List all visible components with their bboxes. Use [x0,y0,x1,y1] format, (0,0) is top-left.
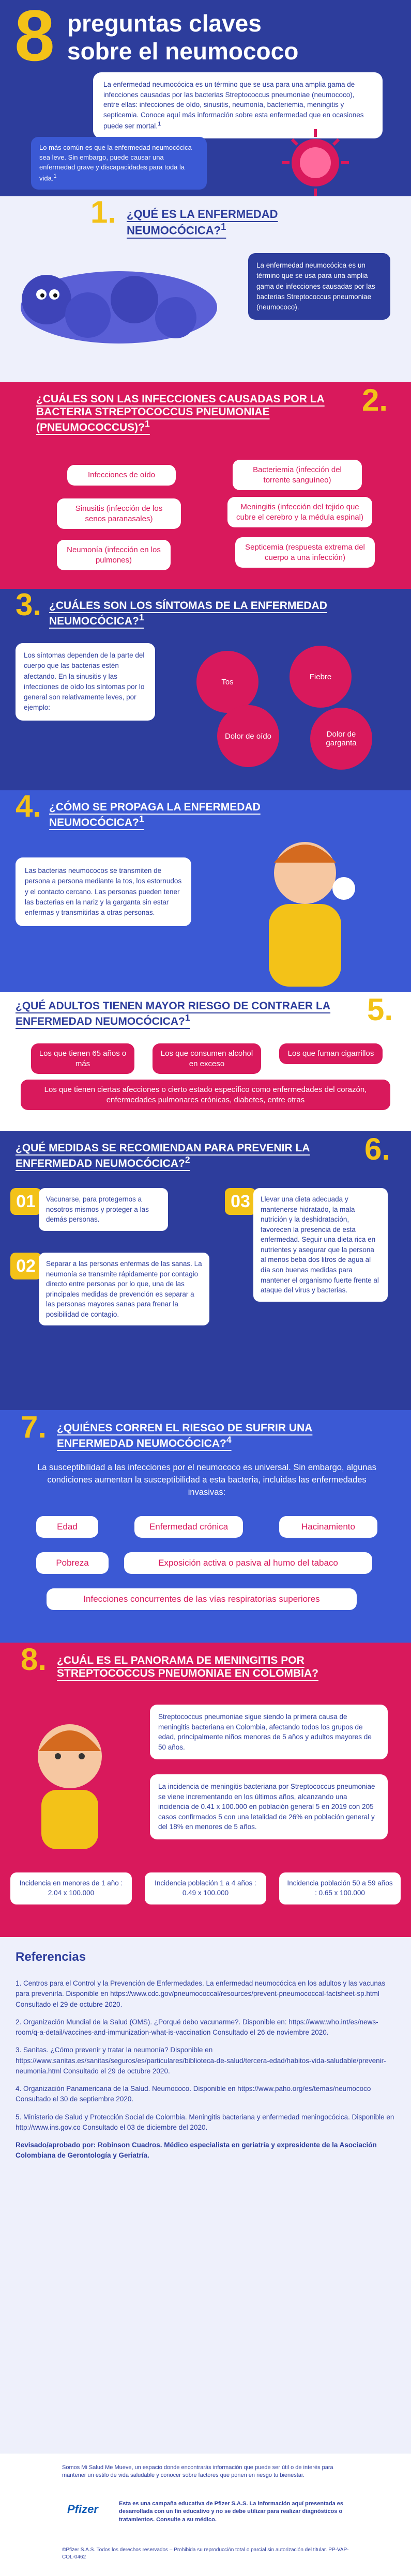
virus-illustration-icon [269,124,362,196]
q2-item: Infecciones de oído [67,465,176,486]
header-section [0,0,411,196]
q3-title: ¿CUÁLES SON LOS SÍNTOMAS DE LA ENFERMEDAD NEUMOCÓCICA?$^1$ [49,600,327,628]
q8-stat: Incidencia población 50 a 59 años : 0.65 x 100.000 [279,1872,401,1904]
q5-item: Los que tienen 65 años o más [31,1043,134,1074]
q7-section [0,1410,411,1643]
q8-title: ¿CUÁL ES EL PANORAMA DE MENINGITIS POR STREPTOCOCCUS PNEUMONIAE EN COLOMBIA? [57,1654,318,1680]
footer-line1: Somos Mi Salud Me Mueve, un espacio donde encontrarás información que puede ser útil o de interés para mantener un estilo de vida saludable y conocer sobre factores que ponen en riesgo tu bienestar. [62,2464,333,2479]
q8-stat: Incidencia población 1 a 4 años : 0.49 x 100.000 [145,1872,266,1904]
q1-card [248,253,390,320]
intro-ref: 1 [158,121,161,128]
reference-item: 2. Organización Mundial de la Salud (OMS). ¿Porqué debo vacunarme?. Disponible en: https://www.who.int/es/news-room/q-a-detail/vaccines-and-immunization-what-is-vaccination Consultado el 26 de noviembre 2020. [16,2018,378,2036]
q1-title: ¿QUÉ ES LA ENFERMEDAD NEUMOCÓCICA?$^1$ [127,208,278,237]
q8-section [0,1643,411,1937]
q3-text: Los síntomas dependen de la parte del cuerpo que las bacterias estén afectando. En la sinusitis y las infecciones de oído los síntomas por lo general son relativamente leves, por ejemplo: [24,651,145,712]
q7-text: La susceptibilidad a las infecciones por el neumococo es universal. Sin embargo, algunas condiciones aumentan la susceptibilidad a esta bacteria, incluidas las enfermedades invasivas: [37,1463,376,1497]
q7-number: 7. [21,1410,47,1444]
reference-item: 1. Centros para el Control y la Prevención de Enfermedades. La enfermedad neumocócica en los adultos y las vacunas para prevenirla. Disponible en https://www.cdc.gov/pneumococcal/resources/prevent-pneumococcal-factsheet-sp.html Consultado el 29 de octubre 2020. [16,1979,386,2008]
q1-text: La enfermedad neumocócica es un término que se usa para una amplia gama de infecciones causadas por las bacterias Streptococcus pneumoniae (neumococo). [256,261,375,311]
q8-stat: Incidencia en menores de 1 año : 2.04 x 100.000 [10,1872,132,1904]
m2-num: 02 [10,1253,41,1279]
symptom-circle: Fiebre [290,646,352,708]
q5-item: Los que fuman cigarrillos [279,1043,383,1064]
footer-section [0,2454,411,2576]
intro-text: La enfermedad neumocócica es un término que se usa para una amplia gama de infecciones causadas por las bacterias Streptococcus pneumoniae (neumococo), entre ellas: infecciones de oído, sinusitis, neumonía, bacteriemia, meningitis y septicemia. Conoce aquí más información sobre esta enfermedad que en ocasiones puede ser mortal. [103,81,364,130]
q7-item: Infecciones concurrentes de las vías respiratorias superiores [47,1588,357,1610]
sneezing-person-icon [227,816,383,987]
q5-section [0,992,411,1131]
note-text: Lo más común es que la enfermedad neumocócica sea leve. Sin embargo, puede causar una enfermedad grave y discapacidades para toda la vida. [39,144,192,182]
pfizer-logo: Pfizer [67,2503,98,2516]
symptom-circle: Tos [196,651,258,713]
footer-line2: Esta es una campaña educativa de Pfizer S.A.S. La información aquí presentada es desarrollada con un fin educativo y no se debe utilizar para realizar diagnósticos o tratamientos. Consulte a su médico. [119,2501,344,2523]
q4-text: Las bacterias neumococos se transmiten de persona a persona mediante la tos, los estornudos y el contacto cercano. Las personas pueden tener las bacterias en la nariz y la garganta sin estar enfermas y transmitirlas a otras personas. [25,867,182,916]
q1-section [0,196,411,382]
q5-item: Los que consumen alcohol en exceso [153,1043,261,1074]
m3-card: Llevar una dieta adecuada y mantenerse hidratado, la mala nutrición y la deshidratación, favorecen la presencia de esta enfermedad. Seguir una dieta rica en nutrientes y asegurar que la persona al menos beba dos litros de agua al día son buenas medidas para mantener el organismo fuerte frente al ataque del virus y bacterias. [253,1188,388,1302]
references-list [16,1978,395,2168]
q7-item: Edad [36,1516,98,1538]
q2-item: Neumonía (infección en los pulmones) [57,540,171,570]
q8-p1: Streptococcus pneumoniae sigue siendo la primera causa de meningitis bacteriana en Colombia, afectando todos los grupos de edad, principalmente niños menores de 5 años y adultos mayores de 50 años. [150,1705,388,1759]
q8-p2: La incidencia de meningitis bacteriana por Streptococcus pneumoniae se viene incrementando en los últimos años, alcanzando una incidencia de 0.41 x 100.000 en población general 5 en 2019 con 205 casos confirmados 5 con una letalidad de 26% en población general y del 18% en menores de 5 años. [150,1774,388,1839]
q7-item: Pobreza [36,1552,109,1574]
q7-item: Hacinamiento [279,1516,377,1538]
q4-title: ¿CÓMO SE PROPAGA LA ENFERMEDAD NEUMOCÓCICA?$^1$ [49,801,261,829]
footer-legal: ©Pfizer S.A.S. Todos los derechos reservados – Prohibida su reproducción total o parcial sin autorización del titular. PP-VAP-COL-0462 [62,2547,349,2560]
q4-section [0,790,411,992]
reference-item: 3. Sanitas. ¿Cómo prevenir y tratar la neumonía? Disponible en https://www.sanitas.es/sanitas/seguros/es/particulares/biblioteca-de-salud/tercera-edad/habitos-vida-saludable/prevenir-neumonia.html Consultado el 29 de octubre 2020. [16,2046,386,2075]
q7-item: Enfermedad crónica [134,1516,243,1538]
m3-num: 03 [225,1188,256,1215]
q6-title: ¿QUÉ MEDIDAS SE RECOMIENDAN PARA PREVENIR LA ENFERMEDAD NEUMOCÓCICA?$^2$ [16,1142,310,1170]
header-number: 8 [14,0,55,76]
q2-number: 2. [362,383,388,417]
q3-card [16,643,155,721]
note-ref: 1 [53,173,57,179]
q4-card [16,857,191,926]
references-title: Referencias [16,1950,86,1964]
m1-num: 01 [10,1188,41,1215]
q2-item: Sinusitis (infección de los senos paranasales) [57,498,181,529]
q1-number: 1. [90,196,117,229]
note-card [31,137,207,190]
reference-item: Revisado/aprobado por: Robinson Cuadros. Médico especialista en geriatría y expresidente de la Asociación Colombiana de Gerontología y Geriatría. [16,2141,377,2160]
reference-item: 4. Organización Panamericana de la Salud. Neumococo. Disponible en https://www.paho.org/es/temas/neumococo Consultado el 30 de septiembre 2020. [16,2085,371,2103]
q2-item: Meningitis (infección del tejido que cubre el cerebro y la médula espinal) [227,497,372,527]
q4-number: 4. [16,790,42,823]
q8-number: 8. [21,1643,47,1677]
q2-item: Bacteriemia (infección del torrente sanguíneo) [233,460,362,490]
child-illustration-icon [10,1705,129,1849]
symptom-circle: Dolor de oído [217,705,279,767]
references-section [0,1937,411,2454]
q3-number: 3. [16,589,42,622]
bacteria-illustration-icon [10,238,227,377]
q5-number: 5. [367,992,393,1027]
header-title-line1: preguntas claves [67,10,262,37]
q2-item: Septicemia (respuesta extrema del cuerpo a una infección) [235,537,375,568]
q2-section [0,382,411,589]
q6-section [0,1131,411,1410]
symptom-circle: Dolor de garganta [310,708,372,770]
m2-card: Separar a las personas enfermas de las sanas. La neumonía se transmite rápidamente por contagio directo entre personas por lo que, una de las principales medidas de prevención es separar a las personas mayores sanas para frenar la posibilidad de contagio. [39,1253,209,1325]
reference-item: 5. Ministerio de Salud y Protección Social de Colombia. Meningitis bacteriana y enfermedad meningocócica. Disponible en http://www.ins.gov.co Consultado el 03 de diciembre del 2020. [16,2113,394,2131]
m1-card: Vacunarse, para protegernos a nosotros mismos y proteger a las demás personas. [39,1188,168,1231]
q7-title: ¿QUIÉNES CORREN EL RIESGO DE SUFRIR UNA ENFERMEDAD NEUMOCÓCICA?$^4$ [57,1422,313,1450]
q7-item: Exposición activa o pasiva al humo del tabaco [124,1552,372,1574]
q6-number: 6. [364,1132,391,1166]
header-title-line2: sobre el neumococo [67,38,299,65]
q5-wide: Los que tienen ciertas afecciones o cierto estado específico como enfermedades del corazón, enfermedades pulmonares crónicas, diabetes, entre otras [21,1080,390,1110]
q5-title: ¿QUÉ ADULTOS TIENEN MAYOR RIESGO DE CONTRAER LA ENFERMEDAD NEUMOCÓCICA?$^1$ [16,1000,331,1028]
q2-title: ¿CUÁLES SON LAS INFECCIONES CAUSADAS POR LA BACTERIA STREPTOCOCCUS PNEUMONIAE (PNEUMOCOCCUS)?$^1$ [36,393,325,434]
q3-section [0,589,411,790]
